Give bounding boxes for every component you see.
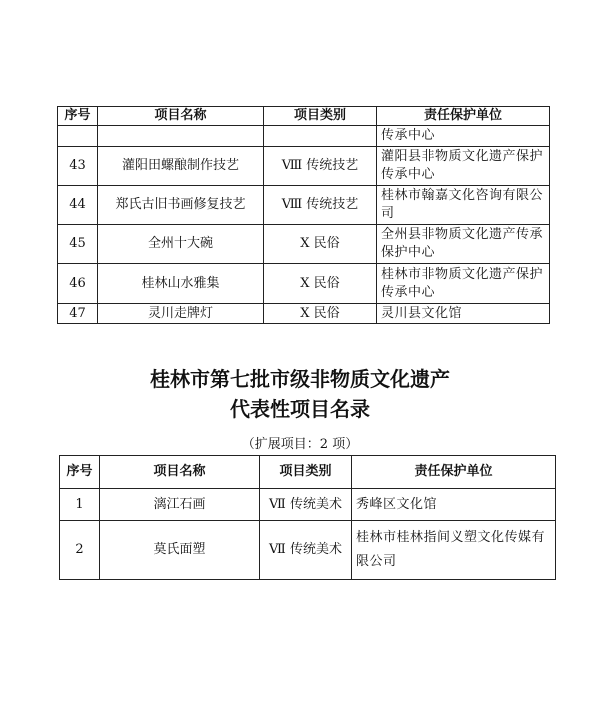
cell-category: Ⅶ 传统美术 bbox=[260, 489, 352, 521]
header-project-name: 项目名称 bbox=[100, 456, 260, 489]
header-project-name: 项目名称 bbox=[98, 107, 264, 126]
table-row bbox=[58, 126, 550, 147]
cell-category: Ⅹ 民俗 bbox=[264, 264, 377, 304]
header-project-category: 项目类别 bbox=[264, 107, 377, 126]
cell-category: Ⅷ 传统技艺 bbox=[264, 147, 377, 186]
cell-name: 全州十大碗 bbox=[98, 225, 264, 264]
cell-unit: 桂林市非物质文化遗产保护传承中心 bbox=[377, 264, 550, 304]
header-project-category: 项目类别 bbox=[260, 456, 352, 489]
cell-name: 漓江石画 bbox=[100, 489, 260, 521]
cell-unit: 灌阳县非物质文化遗产保护传承中心 bbox=[377, 147, 550, 186]
header-protection-unit: 责任保护单位 bbox=[352, 456, 556, 489]
extension-projects-table bbox=[59, 455, 556, 580]
section-title-line2: 代表性项目名录 bbox=[230, 397, 370, 421]
cell-category: Ⅷ 传统技艺 bbox=[264, 186, 377, 225]
cell-serial: 1 bbox=[60, 489, 100, 521]
table-row bbox=[60, 489, 556, 521]
cell-serial bbox=[58, 126, 98, 147]
section-subtitle: （扩展项目：2 项） bbox=[241, 437, 359, 452]
cell-name: 郑氏古旧书画修复技艺 bbox=[98, 186, 264, 225]
header-serial: 序号 bbox=[58, 107, 98, 126]
cell-unit: 全州县非物质文化遗产传承保护中心 bbox=[377, 225, 550, 264]
cell-unit: 灵川县文化馆 bbox=[377, 304, 550, 324]
cell-category bbox=[264, 126, 377, 147]
cell-category: Ⅶ 传统美术 bbox=[260, 521, 352, 580]
cell-serial: 46 bbox=[58, 264, 98, 304]
cell-unit: 传承中心 bbox=[377, 126, 550, 147]
cell-name: 灵川走牌灯 bbox=[98, 304, 264, 324]
section-title-line1: 桂林市第七批市级非物质文化遗产 bbox=[150, 367, 450, 391]
table-row bbox=[58, 264, 550, 304]
header-serial: 序号 bbox=[60, 456, 100, 489]
cell-serial: 43 bbox=[58, 147, 98, 186]
header-protection-unit: 责任保护单位 bbox=[377, 107, 550, 126]
table-row bbox=[60, 521, 556, 580]
table-header-row bbox=[58, 107, 550, 126]
cell-unit: 桂林市翰嘉文化咨询有限公司 bbox=[377, 186, 550, 225]
cell-category: Ⅹ 民俗 bbox=[264, 304, 377, 324]
table-row bbox=[58, 147, 550, 186]
cell-serial: 44 bbox=[58, 186, 98, 225]
intangible-heritage-table-continued bbox=[57, 106, 550, 324]
cell-unit: 桂林市桂林指间义塑文化传媒有限公司 bbox=[352, 521, 556, 580]
cell-name: 桂林山水雅集 bbox=[98, 264, 264, 304]
cell-name bbox=[98, 126, 264, 147]
table-row bbox=[58, 304, 550, 324]
cell-serial: 47 bbox=[58, 304, 98, 324]
cell-serial: 2 bbox=[60, 521, 100, 580]
table-row bbox=[58, 186, 550, 225]
cell-category: Ⅹ 民俗 bbox=[264, 225, 377, 264]
table-row bbox=[58, 225, 550, 264]
cell-name: 莫氏面塑 bbox=[100, 521, 260, 580]
cell-name: 灌阳田螺酿制作技艺 bbox=[98, 147, 264, 186]
cell-unit: 秀峰区文化馆 bbox=[352, 489, 556, 521]
cell-serial: 45 bbox=[58, 225, 98, 264]
table-header-row bbox=[60, 456, 556, 489]
